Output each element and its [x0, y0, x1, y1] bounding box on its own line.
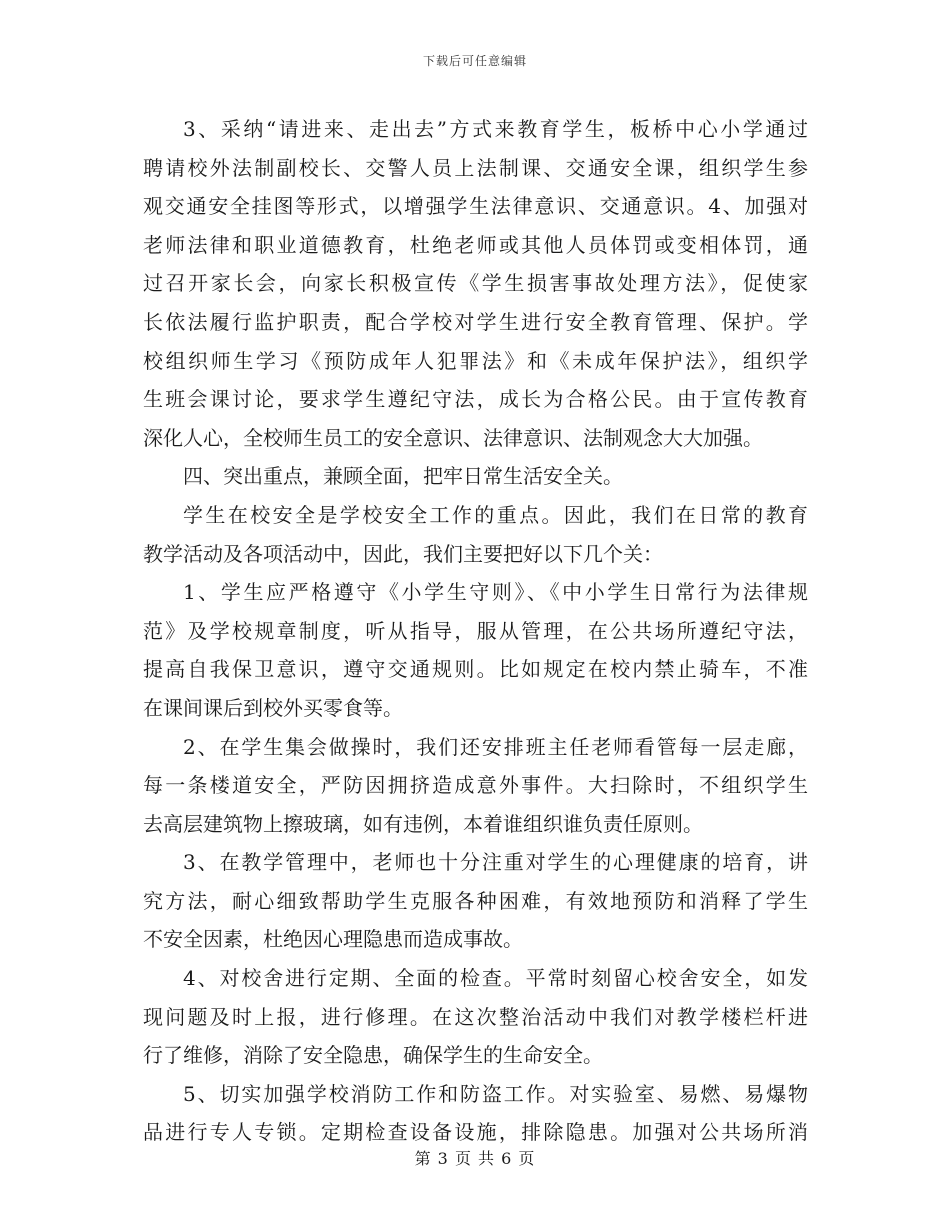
- body-line: 究方法，耐心细致帮助学生克服各种困难，有效地预防和消释了学生: [143, 888, 808, 913]
- page-header: 下载后可任意编辑: [422, 54, 527, 68]
- body-line: 2、在学生集会做操时，我们还安排班主任老师看管每一层走廊，: [183, 734, 808, 759]
- body-line: 3、采纳“请进来、走出去”方式来教育学生，板桥中心小学通过: [183, 117, 808, 141]
- body-line: 过召开家长会，向家长积极宣传《学生损害事故处理方法》，促使家: [143, 271, 808, 296]
- body-line: 范》及学校规章制度，听从指导，服从管理，在公共场所遵纪守法，: [143, 618, 808, 643]
- body-line: 老师法律和职业道德教育，杜绝老师或其他人员体罚或变相体罚，通: [143, 232, 808, 257]
- body-line: 深化人心，全校师生员工的安全意识、法律意识、法制观念大大加强。: [143, 425, 763, 450]
- page-number: 第 3 页 共 6 页: [414, 1149, 536, 1168]
- body-line: 3、在教学管理中，老师也十分注重对学生的心理健康的培育，讲: [183, 850, 808, 875]
- section-heading: 四、突出重点，兼顾全面，把牢日常生活安全关。: [183, 464, 623, 489]
- body-line: 校组织师生学习《预防成年人犯罪法》和《未成年保护法》，组织学: [143, 348, 808, 373]
- body-line: 聘请校外法制副校长、交警人员上法制课、交通安全课，组织学生参: [143, 155, 808, 180]
- body-line: 1、学生应严格遵守《小学生守则》、《中小学生日常行为法律规: [183, 580, 808, 605]
- body-line: 5、切实加强学校消防工作和防盗工作。对实验室、易燃、易爆物: [183, 1081, 808, 1106]
- body-line: 品进行专人专锁。定期检查设备设施，排除隐患。加强对公共场所消: [143, 1120, 808, 1145]
- body-line: 生班会课讨论，要求学生遵纪守法，成长为合格公民。由于宣传教育: [143, 387, 808, 412]
- body-line: 在课间课后到校外买零食等。: [143, 695, 403, 720]
- body-line: 教学活动及各项活动中，因此，我们主要把好以下几个关：: [143, 541, 663, 566]
- body-line: 提高自我保卫意识，遵守交通规则。比如规定在校内禁止骑车，不准: [143, 657, 808, 682]
- body-line: 4、对校舍进行定期、全面的检查。平常时刻留心校舍安全，如发: [183, 966, 808, 991]
- body-line: 行了维修，消除了安全隐患，确保学生的生命安全。: [143, 1043, 603, 1068]
- body-line: 去高层建筑物上擦玻璃，如有违例，本着谁组织谁负责任原则。: [143, 811, 703, 836]
- body-line: 不安全因素，杜绝因心理隐患而造成事故。: [143, 927, 523, 952]
- body-line: 每一条楼道安全，严防因拥挤造成意外事件。大扫除时，不组织学生: [143, 773, 808, 798]
- body-line: 长依法履行监护职责，配合学校对学生进行安全教育管理、保护。学: [143, 309, 808, 334]
- body-line: 学生在校安全是学校安全工作的重点。因此，我们在日常的教育: [183, 502, 808, 527]
- body-line: 观交通安全挂图等形式，以增强学生法律意识、交通意识。4、加强对: [143, 194, 808, 219]
- body-line: 现问题及时上报，进行修理。在这次整治活动中我们对教学楼栏杆进: [143, 1004, 808, 1029]
- document-body: [143, 110, 808, 1152]
